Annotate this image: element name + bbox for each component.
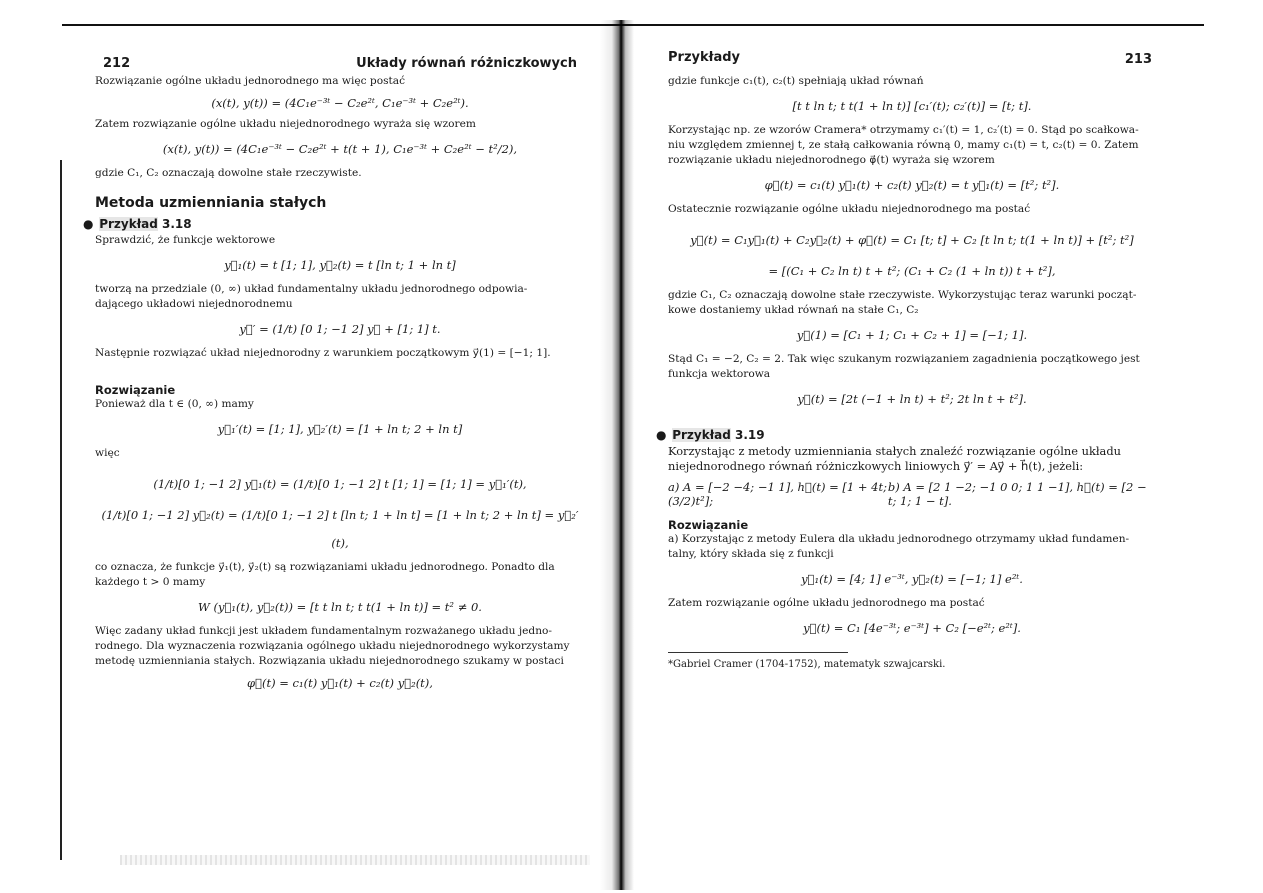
text-line: funkcja wektorowa <box>668 368 771 380</box>
case-a: a) A = [−2 −4; −1 1], h⃗(t) = [1 + 4t; (3/2)t²]; <box>668 480 887 508</box>
text-line: więc <box>95 447 120 459</box>
equation: φ⃗(t) = c₁(t) y⃗₁(t) + c₂(t) y⃗₂(t), <box>247 676 433 690</box>
equation: y⃗(t) = [2t (−1 + ln t) + t²; 2t ln t + t²]. <box>797 392 1027 406</box>
text-line: Stąd C₁ = −2, C₂ = 2. Tak więc szukanym rozwiązaniem zagadnienia początkowego jest <box>668 353 1140 365</box>
equation: [t t ln t; t t(1 + ln t)] [c₁′(t); c₂′(t)] = [t; t]. <box>792 99 1032 113</box>
text-line: metodę uzmienniania stałych. Rozwiązania układu niejednorodnego szukamy w postaci <box>95 655 564 667</box>
solution-heading: Rozwiązanie <box>668 518 749 532</box>
text-line: a) Korzystając z metody Eulera dla układu jednorodnego otrzymamy układ fundamen- <box>668 533 1130 545</box>
equation: y⃗₁(t) = [4; 1] e⁻³ᵗ, y⃗₂(t) = [−1; 1] e²ᵗ. <box>801 572 1023 586</box>
text-line: Sprawdzić, że funkcje wektorowe <box>95 234 276 246</box>
equation: (1/t)[0 1; −1 2] y⃗₁(t) = (1/t)[0 1; −1 2] t [1; 1] = [1; 1] = y⃗₁′(t), <box>153 477 527 491</box>
text-line: rozwiązanie układu niejednorodnego φ⃗(t) wyraża się wzorem <box>668 154 995 166</box>
running-title: Przykłady <box>668 50 741 65</box>
text-line: Zatem rozwiązanie ogólne układu jednorodnego ma postać <box>668 597 985 609</box>
text-line: co oznacza, że funkcje y⃗₁(t), y⃗₂(t) są rozwiązaniami układu jednorodnego. Ponadto dla <box>95 561 555 573</box>
equation: φ⃗(t) = c₁(t) y⃗₁(t) + c₂(t) y⃗₂(t) = t y⃗₁(t) = [t²; t²]. <box>764 178 1060 192</box>
equation: y⃗₁′(t) = [1; 1], y⃗₂′(t) = [1 + ln t; 2 + ln t] <box>217 422 463 436</box>
text-line: dającego układowi niejednorodnemu <box>95 298 293 310</box>
case-b: b) A = [2 1 −2; −1 0 0; 1 1 −1], h⃗(t) = [2 − t; 1; 1 − t]. <box>887 480 1147 508</box>
text-line: niejednorodnego równań różniczkowych liniowych y⃗′ = Ay⃗ + h⃗(t), jeżeli: <box>668 459 1084 473</box>
text-line: Więc zadany układ funkcji jest układem fundamentalnym rozważanego układu jedno- <box>95 625 552 637</box>
bullet-icon: ● <box>656 428 667 442</box>
equation: (x(t), y(t)) = (4C₁e⁻³ᵗ − C₂e²ᵗ, C₁e⁻³ᵗ + C₂e²ᵗ). <box>211 96 469 110</box>
equation: y⃗′ = (1/t) [0 1; −1 2] y⃗ + [1; 1] t. <box>239 322 441 336</box>
page-number: 213 <box>1124 52 1152 67</box>
scan-bottom-noise <box>120 855 590 865</box>
text-line: kowe dostaniemy układ równań na stałe C₁, C₂ <box>668 304 919 316</box>
example-heading <box>656 428 1156 442</box>
text-line: Ostatecznie rozwiązanie ogólne układu niejednorodnego ma postać <box>668 203 1031 215</box>
text-line: Zatem rozwiązanie ogólne układu niejednorodnego wyraża się wzorem <box>95 118 476 130</box>
section-heading: Metoda uzmienniania stałych <box>95 195 327 211</box>
text-line: Następnie rozwiązać układ niejednorodny z warunkiem początkowym y⃗(1) = [−1; 1]. <box>95 347 551 359</box>
left-page-edge <box>60 160 62 860</box>
equation: y⃗₁(t) = t [1; 1], y⃗₂(t) = t [ln t; 1 + ln t] <box>224 258 456 272</box>
text-line: gdzie funkcje c₁(t), c₂(t) spełniają układ równań <box>668 75 924 87</box>
text-line: każdego t > 0 mamy <box>95 576 206 588</box>
text-line: gdzie C₁, C₂ oznaczają dowolne stałe rzeczywiste. Wykorzystując teraz warunki począt- <box>668 289 1137 301</box>
text-line: niu względem zmiennej t, ze stałą całkowania równą 0, mamy c₁(t) = t, c₂(t) = 0. Zatem <box>668 139 1139 151</box>
exercise-cases <box>668 480 1156 508</box>
page-number: 212 <box>103 56 131 71</box>
book-gutter <box>600 20 634 890</box>
example-number: 3.19 <box>735 428 765 442</box>
example-heading <box>83 217 585 231</box>
right-page-header <box>668 40 1156 74</box>
right-page <box>656 40 1156 672</box>
footnote-text: *Gabriel Cramer (1704-1752), matematyk szwajcarski. <box>668 659 946 670</box>
text-line: talny, który składa się z funkcji <box>668 548 834 560</box>
solution-heading: Rozwiązanie <box>95 383 176 397</box>
equation: = [(C₁ + C₂ ln t) t + t²; (C₁ + C₂ (1 + ln t)) t + t²], <box>768 264 1056 278</box>
equation: y⃗(t) = C₁y⃗₁(t) + C₂y⃗₂(t) + φ⃗(t) = C₁ [t; t] + C₂ [t ln t; t(1 + ln t)] + [t²; t²] <box>690 233 1134 247</box>
example-label: Przykład <box>672 428 731 442</box>
text-line: Korzystając z metody uzmienniania stałych znaleźć rozwiązanie ogólne układu <box>668 444 1121 458</box>
bullet-icon: ● <box>83 217 94 231</box>
text-line: tworzą na przedziale (0, ∞) układ fundamentalny układu jednorodnego odpowia- <box>95 283 528 295</box>
equation: y⃗(1) = [C₁ + 1; C₁ + C₂ + 1] = [−1; 1]. <box>796 328 1028 342</box>
text-line: Rozwiązanie ogólne układu jednorodnego ma więc postać <box>95 75 406 87</box>
running-title: Układy równań różniczkowych <box>356 56 577 71</box>
text-line: Korzystając np. ze wzorów Cramera* otrzymamy c₁′(t) = 1, c₂′(t) = 0. Stąd po scałkowa- <box>668 124 1139 136</box>
example-number: 3.18 <box>162 217 192 231</box>
text-line: Ponieważ dla t ∈ (0, ∞) mamy <box>95 398 254 410</box>
left-page-header <box>95 40 585 74</box>
equation: y⃗(t) = C₁ [4e⁻³ᵗ; e⁻³ᵗ] + C₂ [−e²ᵗ; e²ᵗ]. <box>803 621 1021 635</box>
text-line: rodnego. Dla wyznaczenia rozwiązania ogólnego układu niejednorodnego wykorzystamy <box>95 640 570 652</box>
text-line: gdzie C₁, C₂ oznaczają dowolne stałe rzeczywiste. <box>95 167 362 179</box>
footnote <box>668 652 946 672</box>
equation: (x(t), y(t)) = (4C₁e⁻³ᵗ − C₂e²ᵗ + t(t + 1), C₁e⁻³ᵗ + C₂e²ᵗ − t²/2), <box>162 142 518 156</box>
left-page <box>83 40 585 697</box>
example-label: Przykład <box>99 217 158 231</box>
equation: W (y⃗₁(t), y⃗₂(t)) = [t t ln t; t t(1 + ln t)] = t² ≠ 0. <box>198 600 482 614</box>
equation: (1/t)[0 1; −1 2] y⃗₂(t) = (1/t)[0 1; −1 2] t [ln t; 1 + ln t] = [1 + ln t; 2 + ln t] = y⃗₂′(t), <box>101 508 579 550</box>
